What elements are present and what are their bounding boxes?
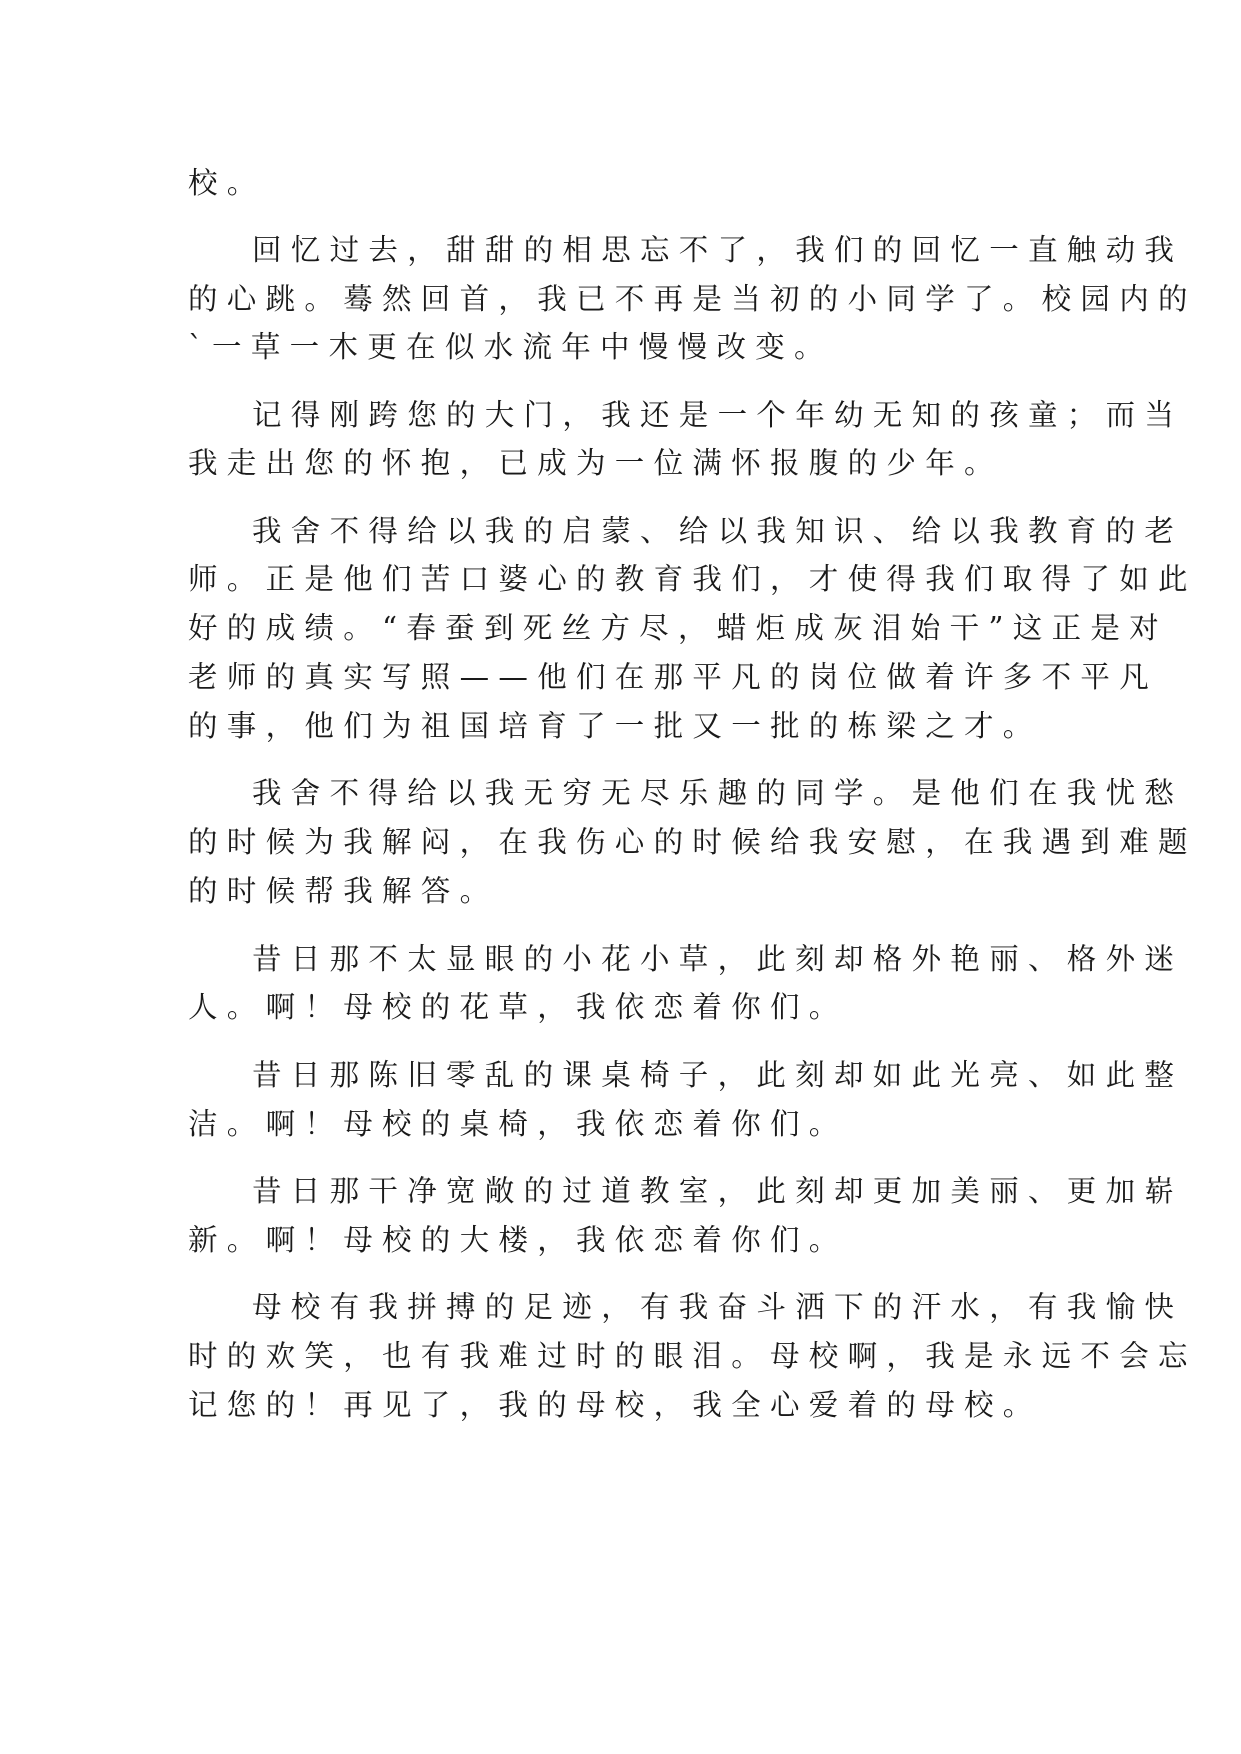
text-line: 人。啊！母校的花草，我依恋着你们。 xyxy=(188,990,848,1024)
text-line: 记您的！再见了，我的母校，我全心爱着的母校。 xyxy=(188,1388,1042,1422)
paragraph-first-line: 母校有我拼搏的足迹，有我奋斗洒下的汗水，有我愉快 xyxy=(252,1290,1184,1324)
text-line: 老师的真实写照——他们在那平凡的岗位做着许多不平凡 xyxy=(188,660,1159,694)
text-line: 洁。啊！母校的桌椅，我依恋着你们。 xyxy=(188,1107,848,1141)
paragraph-first-line: 我舍不得给以我的启蒙、给以我知识、给以我教育的老 xyxy=(252,514,1184,548)
paragraph-first-line: 昔日那干净宽敞的过道教室，此刻却更加美丽、更加崭 xyxy=(252,1174,1184,1208)
text-line: 好的成绩。“春蚕到死丝方尽，蜡炬成灰泪始干”这正是对 xyxy=(188,611,1168,645)
text-line: 我走出您的怀抱，已成为一位满怀报腹的少年。 xyxy=(188,446,1003,480)
text-line: 的心跳。蓦然回首，我已不再是当初的小同学了。校园内的 xyxy=(188,282,1197,316)
text-line: 师。正是他们苦口婆心的教育我们，才使得我们取得了如此 xyxy=(188,562,1197,596)
text-line: 的时候为我解闷，在我伤心的时候给我安慰，在我遇到难题 xyxy=(188,825,1197,859)
text-line: 的事，他们为祖国培育了一批又一批的栋梁之才。 xyxy=(188,709,1042,743)
text-line: 时的欢笑，也有我难过时的眼泪。母校啊，我是永远不会忘 xyxy=(188,1339,1197,1373)
paragraph-first-line: 昔日那陈旧零乱的课桌椅子，此刻却如此光亮、如此整 xyxy=(252,1058,1184,1092)
text-line: 校。 xyxy=(188,166,266,200)
paragraph-first-line: 记得刚跨您的大门，我还是一个年幼无知的孩童；而当 xyxy=(252,398,1184,432)
paragraph-first-line: 昔日那不太显眼的小花小草，此刻却格外艳丽、格外迷 xyxy=(252,942,1184,976)
paragraph-first-line: 我舍不得给以我无穷无尽乐趣的同学。是他们在我忧愁 xyxy=(252,776,1184,810)
text-line: 新。啊！母校的大楼，我依恋着你们。 xyxy=(188,1223,848,1257)
text-line: 的时候帮我解答。 xyxy=(188,874,499,908)
paragraph-first-line: 回忆过去，甜甜的相思忘不了，我们的回忆一直触动我 xyxy=(252,233,1184,267)
text-line: `一草一木更在似水流年中慢慢改变。 xyxy=(188,330,833,364)
